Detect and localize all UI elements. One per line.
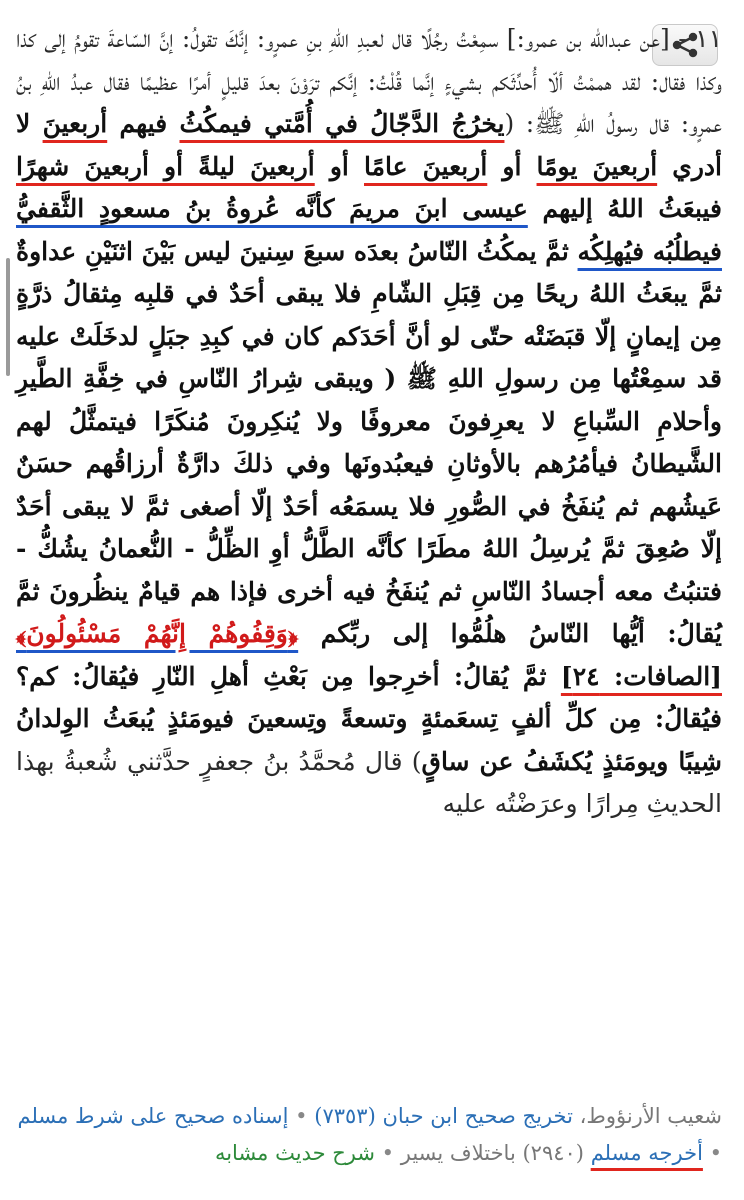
similar-hadith-explanation-link[interactable]: شرح حديث مشابه bbox=[214, 1141, 375, 1165]
quran-reference: [الصافات: ٢٤] bbox=[560, 661, 722, 691]
muhaddith-name: شعيب الأرنؤوط، bbox=[579, 1104, 722, 1128]
separator-dot: • bbox=[381, 1141, 395, 1165]
hadith-phrase-forty-nights-months: أربعينَ ليلةً أو أربعينَ شهرًا bbox=[16, 151, 315, 181]
quran-verse-text: وَقِفُوهُمْ إِنَّهُمْ مَسْئُولُونَ bbox=[26, 619, 288, 648]
separator-dot: • bbox=[709, 1141, 722, 1165]
hadith-phrase-dajjal: يخرُجُ الدَّجّالُ في أُمَّتي فيمكُثُ bbox=[179, 109, 505, 138]
hadith-grade[interactable]: إسناده صحيح على شرط مسلم bbox=[17, 1104, 289, 1128]
hadith-tail: ) قال مُحمَّدُ بنُ جعفرٍ حدَّثني شُعبةُ بهذا الحديثِ مِرارًا وعرَضْتُه عليه bbox=[16, 746, 722, 818]
hadith-phrase-kills-him: فيطلُبُه فيُهلِكُه bbox=[577, 236, 722, 266]
quran-close-bracket: ﴾ bbox=[16, 619, 27, 648]
hadith-phrase-forty: أربعينَ bbox=[42, 109, 108, 138]
hadith-text-segment: أو bbox=[487, 151, 537, 181]
quran-verse bbox=[16, 619, 298, 648]
scroll-indicator[interactable] bbox=[6, 258, 10, 376]
hadith-isnad-intro: [عن عبدالله بن عمرو:] bbox=[506, 24, 670, 53]
hadith-text-segment: لا أدري bbox=[16, 109, 722, 181]
hadith-phrase-forty-years: أربعينَ عامًا bbox=[364, 151, 488, 181]
hadith-text-segment: ثمَّ يمكُثُ النّاسُ بعدَه سبعَ سِنينَ ليس بَيْنَ اثنَيْنِ عداوةٌ ثمَّ يبعَثُ اللهُ ريحًا مِن قِبَلِ الشّامِ فلا يبقى أحَدٌ في قلبِه مِثقالُ ذرَّةٍ مِن إيمانٍ إلّا قبَضَتْه حتّى لو أنَّ أحَدَكم كان في كبِدِ جبَلٍ لدخَلَتْ عليه قد سمِعْتُها مِن رسولِ اللهِ ﷺ ( ويبقى شِرارُ النّاسِ في خِفَّةِ الطَّيرِ وأحلامِ السِّباعِ لا يعرِفونَ معروفًا ولا يُنكِرونَ مُنكَرًا فيتمثَّلُ لهم الشَّيطانُ فيأمُرُهم بالأوثانِ فيعبُدونَها وفي ذلكَ دارَّةٌ أرزاقُهم حسَنٌ عَيشُهم ثم يُنفَخُ في الصُّورِ فلا يسمَعُه أحَدٌ إلّا أصغى ثمَّ لا يبقى أحَدٌ إلّا صُعِقَ ثمَّ يُرسِلُ اللهُ مطَرًا كأنَّه الطَّلُّ أوِ الظِّلُّ - النُّعمانُ يشُكُّ - فتنبُتُ معه أجسادُ النّاسِ ثم يُنفَخُ فيه أخرى فإذا هم قيامٌ ينظُرونَ ثمَّ يُقالُ: أيُّها النّاسُ هلُمُّوا إلى ربِّكم bbox=[16, 236, 722, 648]
hadith-text-segment: ثمَّ يُقالُ: أخرِجوا مِن بَعْثِ أهلِ النّارِ فيُقالُ: كم؟ فيُقالُ: مِن كلِّ ألفٍ تِسعَمئةٍ وتسعةً وتِسعينَ فيومَئذٍ يُبعَثُ الوِلدانُ شِيبًا ويومَئذٍ يُكشَفُ عن ساقٍ bbox=[16, 661, 722, 776]
hadith-text-segment: فيهم bbox=[107, 109, 180, 138]
source-link[interactable]: تخريج صحيح ابن حبان (٧٣٥٣) bbox=[314, 1104, 573, 1128]
hadith-footer bbox=[16, 1098, 722, 1172]
hadith-text bbox=[16, 18, 722, 826]
quran-open-bracket: ﴿ bbox=[287, 619, 299, 648]
hadith-phrase-forty-days: أربعينَ يومًا bbox=[536, 151, 658, 181]
hadith-text-segment: أو bbox=[314, 151, 364, 181]
hadith-narration: سمِعْتُ رجُلًا قال لعبدِ اللهِ بنِ عمرٍو: إنَّكَ تقولُ: إنَّ السّاعةَ تقومُ إلى كذا وكذا فقال: لقد هممْتُ ألّا أُحدِّثَكم بشيءٍ إنَّما قُلْتُ: إنَّكم ترَوْنَ بعدَ قليلٍ أمرًا عظيمًا فقال عبدُ اللهِ بنُ عمرٍو: قال رسولُ اللهِ ﷺ: ( bbox=[16, 24, 722, 138]
takhrij-note: (٢٩٤٠) باختلاف يسير bbox=[400, 1141, 584, 1165]
separator-dot: • bbox=[295, 1104, 308, 1128]
hadith-number: ١١ - bbox=[678, 24, 723, 53]
takhrij-link[interactable]: أخرجه مسلم bbox=[590, 1141, 703, 1165]
hadith-text-segment: فيبعَثُ اللهُ إليهم bbox=[527, 194, 722, 223]
hadith-phrase-isa: عيسى ابنَ مريمَ كأنَّه عُروةُ بنُ مسعودٍ الثَّقفيُّ bbox=[16, 194, 528, 223]
